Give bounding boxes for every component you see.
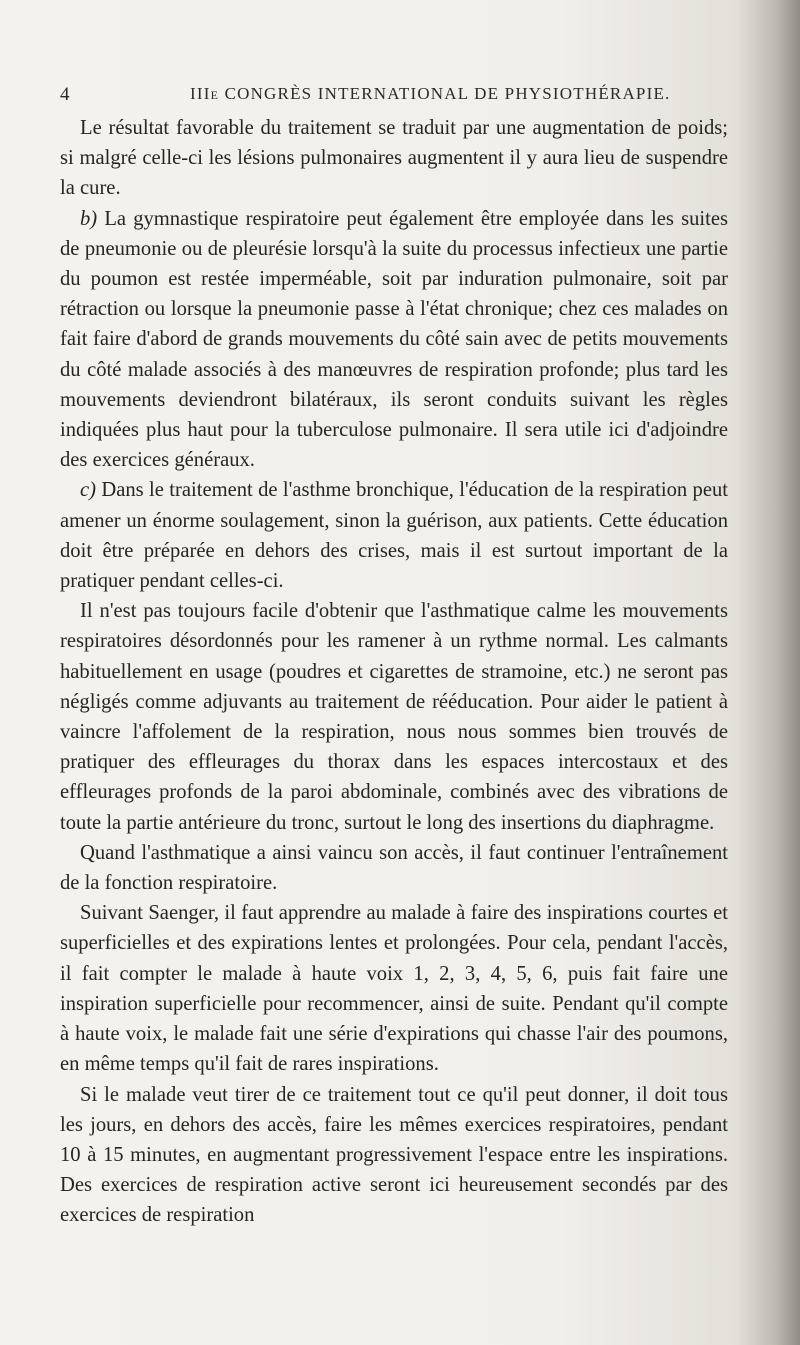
paragraph: c) Dans le traitement de l'asthme bronchique, l'éducation de la respiration peut amener un énorme soulagement, sinon la guérison, aux patients. Cette éducation doit être préparée en dehors des crises, mais il est surtout important de la pratiquer pendant celles-ci. xyxy=(60,479,728,593)
running-head xyxy=(60,84,740,108)
body-text xyxy=(60,113,728,1231)
running-title: IIIe CONGRÈS INTERNATIONAL DE PHYSIOTHÉRAPIE. xyxy=(190,84,671,103)
paragraph: Le résultat favorable du traitement se traduit par une augmentation de poids; si malgré celle-ci les lésions pulmonaires augmentent il y aura lieu de suspendre la cure. xyxy=(60,117,728,200)
paragraph: Si le malade veut tirer de ce traitement tout ce qu'il peut donner, il doit tous les jours, en dehors des accès, faire les mêmes exercices respiratoires, pendant 10 à 15 minutes, en augmentant progressivement l'espace entre les inspirations. Des exercices de respiration active seront ici heureusement secondés par des exercices de respiration xyxy=(60,1083,728,1227)
paragraph: b) La gymnastique respiratoire peut également être employée dans les suites de pneumonie ou de pleurésie lorsqu'à la suite du processus infectieux une partie du poumon est restée imperméable, soit par induration pulmonaire, soit par rétraction ou lorsque la pneumonie passe à l'état chronique; chez ces malades on fait faire d'abord de grands mouvements du côté sain avec de petits mouvements du côté malade associés à des manœuvres de respiration profonde; plus tard les mouvements deviendront bilatéraux, ils seront conduits suivant les règles indiquées plus haut pour la tuberculose pulmonaire. Il sera utile ici d'adjoindre des exercices généraux. xyxy=(60,207,728,472)
paragraph: Il n'est pas toujours facile d'obtenir que l'asthmatique calme les mouvements respiratoires désordonnés pour les ramener à un rythme normal. Les calmants habituellement en usage (poudres et cigarettes de stramoine, etc.) ne seront pas négligés comme adjuvants au traitement de rééducation. Pour aider le patient à vaincre l'affolement de la respiration, nous nous sommes bien trouvés de pratiquer des effleurages du thorax dans les espaces intercostaux et des effleurages profonds de la paroi abdominale, combinés avec des vibrations de toute la partie antérieure du tronc, surtout le long des insertions du diaphragme. xyxy=(60,600,728,834)
paragraph: Quand l'asthmatique a ainsi vaincu son accès, il faut continuer l'entraînement de la fonction respiratoire. xyxy=(60,841,728,895)
page-number: 4 xyxy=(60,84,70,105)
paragraph: Suivant Saenger, il faut apprendre au malade à faire des inspirations courtes et superficielles et des expirations lentes et prolongées. Pour cela, pendant l'accès, il fait compter le malade à haute voix 1, 2, 3, 4, 5, 6, puis fait faire une inspiration superficielle pour recommencer, ainsi de suite. Pendant qu'il compte à haute voix, le malade fait une série d'expirations qui chasse l'air des poumons, en même temps qu'il fait de rares inspirations. xyxy=(60,902,728,1076)
